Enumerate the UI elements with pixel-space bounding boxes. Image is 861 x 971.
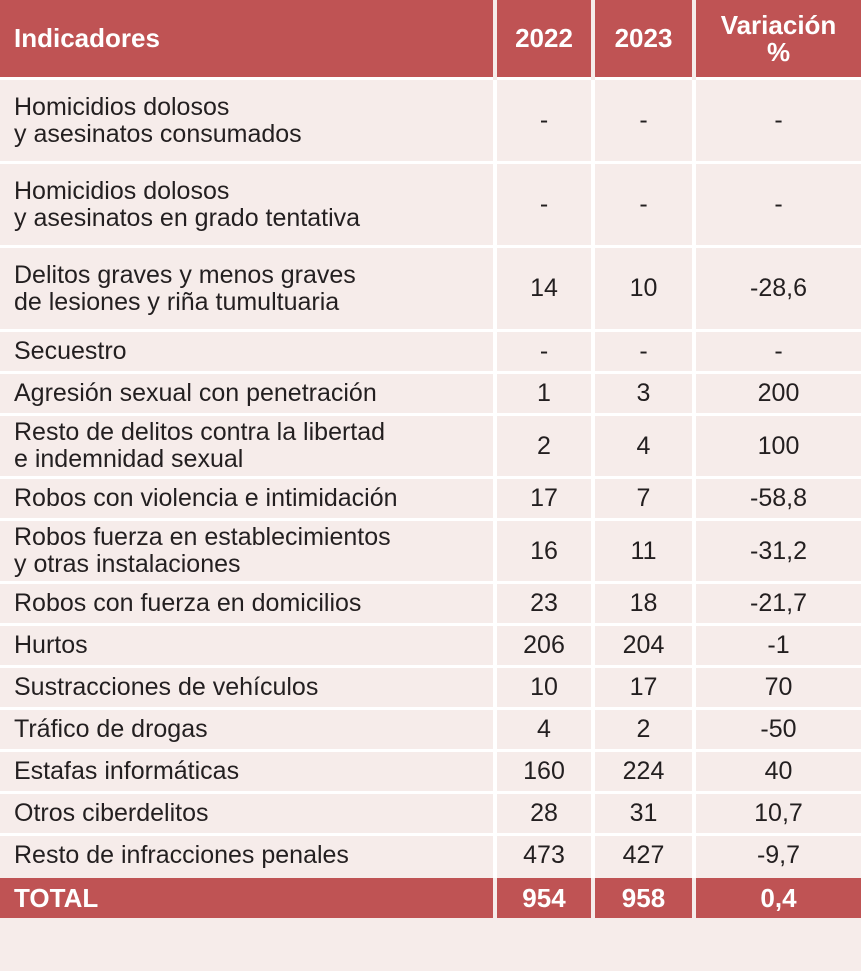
- table-row: [0, 583, 861, 625]
- row-label-line2: y otras instalaciones: [14, 550, 241, 578]
- row-label: [0, 247, 495, 331]
- cell-2023: -: [593, 331, 694, 373]
- cell-variacion: 200: [694, 373, 861, 415]
- row-label: Agresión sexual con penetración: [0, 373, 495, 415]
- table-row: [0, 163, 861, 247]
- cell-variacion: 40: [694, 751, 861, 793]
- table-row: [0, 520, 861, 583]
- header-variacion: [694, 0, 861, 79]
- table-row: [0, 415, 861, 478]
- cell-2023: 7: [593, 478, 694, 520]
- total-row: [0, 877, 861, 919]
- row-label: Otros ciberdelitos: [0, 793, 495, 835]
- table-row: [0, 835, 861, 877]
- table-row: [0, 373, 861, 415]
- cell-variacion: -58,8: [694, 478, 861, 520]
- row-label: Secuestro: [0, 331, 495, 373]
- cell-variacion: -9,7: [694, 835, 861, 877]
- cell-2022: 14: [495, 247, 593, 331]
- cell-variacion: -50: [694, 709, 861, 751]
- cell-2023: 3: [593, 373, 694, 415]
- row-label: Robos con violencia e intimidación: [0, 478, 495, 520]
- cell-2022: -: [495, 331, 593, 373]
- cell-2023: 11: [593, 520, 694, 583]
- cell-variacion: 100: [694, 415, 861, 478]
- cell-2023: 4: [593, 415, 694, 478]
- cell-variacion: -1: [694, 625, 861, 667]
- row-label: [0, 415, 495, 478]
- cell-2022: 23: [495, 583, 593, 625]
- table-row: [0, 667, 861, 709]
- cell-2023: 2: [593, 709, 694, 751]
- cell-variacion: 10,7: [694, 793, 861, 835]
- total-2022: 954: [495, 877, 593, 919]
- row-label-line1: Delitos graves y menos graves: [14, 260, 356, 289]
- table-row: [0, 751, 861, 793]
- row-label: Resto de infracciones penales: [0, 835, 495, 877]
- table-header: [0, 0, 861, 79]
- table-row: [0, 79, 861, 163]
- cell-2023: -: [593, 79, 694, 163]
- row-label: Tráfico de drogas: [0, 709, 495, 751]
- total-2023: 958: [593, 877, 694, 919]
- table-row: [0, 478, 861, 520]
- row-label-line1: Resto de delitos contra la libertad: [14, 418, 386, 446]
- table-row: [0, 709, 861, 751]
- row-label: [0, 79, 495, 163]
- row-label-line2: de lesiones y riña tumultuaria: [14, 287, 340, 316]
- cell-2022: 28: [495, 793, 593, 835]
- cell-variacion: 70: [694, 667, 861, 709]
- cell-2022: 2: [495, 415, 593, 478]
- header-row: [0, 0, 861, 79]
- table-body: [0, 79, 861, 919]
- cell-2023: 204: [593, 625, 694, 667]
- cell-variacion: -28,6: [694, 247, 861, 331]
- cell-2023: 17: [593, 667, 694, 709]
- row-label: Estafas informáticas: [0, 751, 495, 793]
- cell-2022: 160: [495, 751, 593, 793]
- cell-2022: 4: [495, 709, 593, 751]
- cell-2022: 10: [495, 667, 593, 709]
- table-row: [0, 793, 861, 835]
- cell-2022: -: [495, 79, 593, 163]
- table-row: [0, 625, 861, 667]
- cell-2023: 224: [593, 751, 694, 793]
- cell-2022: 16: [495, 520, 593, 583]
- row-label-line1: Robos fuerza en establecimientos: [14, 523, 391, 551]
- table-row: [0, 331, 861, 373]
- row-label: Hurtos: [0, 625, 495, 667]
- row-label: Robos con fuerza en domicilios: [0, 583, 495, 625]
- header-variacion-unit: %: [766, 36, 791, 67]
- cell-2022: 1: [495, 373, 593, 415]
- cell-variacion: -21,7: [694, 583, 861, 625]
- cell-2022: 473: [495, 835, 593, 877]
- table-row: [0, 247, 861, 331]
- cell-variacion: -31,2: [694, 520, 861, 583]
- row-label-line1: Homicidios dolosos: [14, 92, 230, 121]
- row-label: [0, 163, 495, 247]
- row-label-line1: Homicidios dolosos: [14, 176, 230, 205]
- total-label: TOTAL: [0, 877, 495, 919]
- cell-2023: 31: [593, 793, 694, 835]
- row-label: Sustracciones de vehículos: [0, 667, 495, 709]
- row-label-line2: y asesinatos consumados: [14, 119, 302, 148]
- cell-2023: 427: [593, 835, 694, 877]
- header-year-2023: 2023: [593, 0, 694, 79]
- cell-variacion: -: [694, 163, 861, 247]
- cell-variacion: -: [694, 331, 861, 373]
- cell-2023: 10: [593, 247, 694, 331]
- header-indicadores: Indicadores: [0, 0, 495, 79]
- row-label-line2: y asesinatos en grado tentativa: [14, 203, 361, 232]
- header-variacion-label: Variación: [720, 9, 837, 40]
- cell-2023: -: [593, 163, 694, 247]
- total-variacion: 0,4: [694, 877, 861, 919]
- cell-2023: 18: [593, 583, 694, 625]
- row-label: [0, 520, 495, 583]
- cell-2022: -: [495, 163, 593, 247]
- header-year-2022: 2022: [495, 0, 593, 79]
- cell-2022: 206: [495, 625, 593, 667]
- cell-2022: 17: [495, 478, 593, 520]
- row-label-line2: e indemnidad sexual: [14, 445, 244, 473]
- cell-variacion: -: [694, 79, 861, 163]
